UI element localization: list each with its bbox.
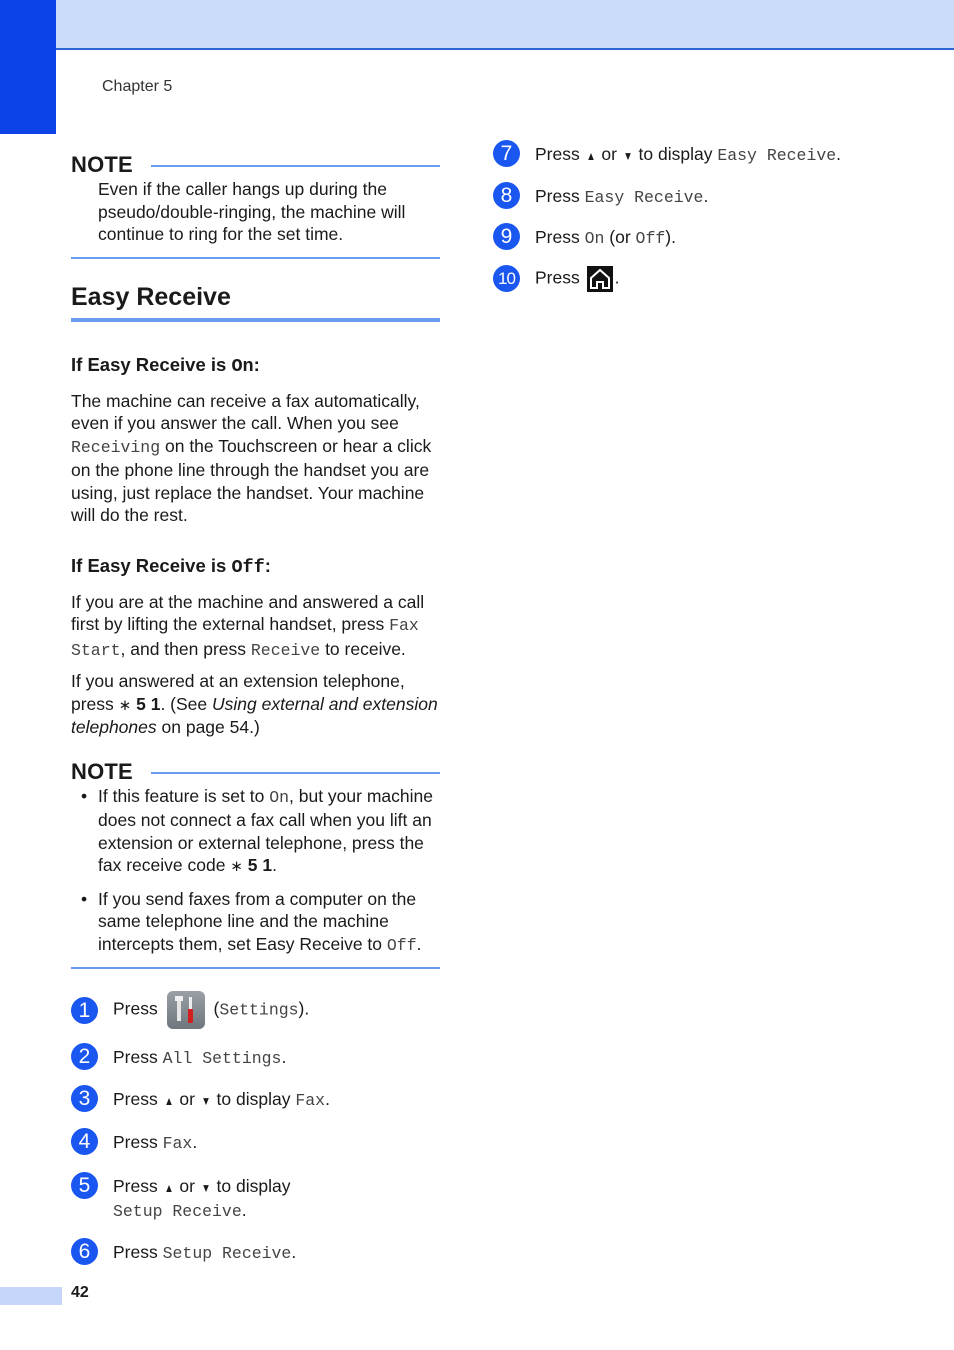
step-text: Press Fax. [113, 1132, 198, 1153]
step-2 [71, 1043, 440, 1071]
step-text: Press ▲ or ▼ to display Fax. [113, 1085, 330, 1113]
step-number: 6 [71, 1238, 98, 1265]
chapter-label: Chapter 5 [102, 78, 173, 95]
step-text: Press . [535, 265, 619, 292]
step-7 [493, 140, 923, 168]
step-10 [493, 265, 923, 292]
step-6 [71, 1238, 440, 1266]
subheading-off: If Easy Receive is Off: [71, 554, 271, 578]
step-number: 4 [71, 1128, 98, 1155]
list-item: • If you send faxes from a computer on the same telephone line and the machine intercepts them, set Easy Receive to Off. [98, 888, 440, 958]
step-text: Press Setup Receive. [113, 1241, 297, 1263]
step-number: 1 [71, 997, 98, 1024]
note-title: NOTE [71, 758, 133, 784]
note-box-2 [71, 757, 440, 970]
step-text: Press On (or Off). [535, 227, 676, 248]
step-number: 3 [71, 1085, 98, 1112]
step-4 [71, 1128, 440, 1156]
left-column [71, 150, 440, 1265]
step-number: 9 [493, 223, 520, 250]
home-icon[interactable] [587, 266, 613, 292]
step-text: Press ▲ or ▼ to display Setup Receive. [113, 1175, 291, 1221]
up-arrow-icon: ▲ [163, 1180, 174, 1195]
down-arrow-icon: ▼ [200, 1093, 211, 1108]
step-3 [71, 1085, 440, 1113]
list-item: • If this feature is set to On, but your machine does not connect a fax call when you lift an extension or external telephone, press the fax receive code ∗ 5 1. [98, 785, 440, 878]
step-text: Press ▲ or ▼ to display Easy Receive. [535, 140, 841, 168]
note-title: NOTE [71, 152, 133, 177]
down-arrow-icon: ▼ [622, 149, 633, 163]
step-number: 5 [71, 1172, 98, 1199]
note-divider [151, 772, 440, 774]
step-text: Press Easy Receive. [535, 185, 709, 207]
step-text: Press (Settings). [113, 991, 309, 1029]
subheading-on: If Easy Receive is On: [71, 353, 260, 377]
note-divider [151, 165, 440, 167]
step-text: Press All Settings. [113, 1047, 287, 1068]
up-arrow-icon: ▲ [585, 149, 596, 163]
step-9 [493, 223, 923, 251]
step-number: 2 [71, 1043, 98, 1070]
right-column [493, 140, 923, 292]
step-1 [71, 991, 440, 1029]
up-arrow-icon: ▲ [163, 1093, 174, 1108]
footer-tab [0, 1287, 62, 1305]
note-bullets [71, 785, 440, 958]
step-5 [71, 1172, 440, 1224]
paragraph-off-2: If you answered at an extension telephone, press ∗ 5 1. (See Using external and extension telephones on page 54.) [71, 671, 438, 737]
page-number: 42 [71, 1284, 89, 1301]
note-text: Even if the caller hangs up during the pseudo/double-ringing, the machine will continue to ring for the set time. [98, 179, 406, 244]
cross-reference-link[interactable]: Using external and extension telephones [71, 693, 438, 737]
down-arrow-icon: ▼ [200, 1180, 211, 1195]
paragraph-off-1: If you are at the machine and answered a call first by lifting the external handset, press Fax Start, and then press Receive to receive. [71, 591, 425, 660]
step-number: 8 [493, 182, 520, 209]
step-number: 10 [493, 265, 520, 292]
step-8 [493, 182, 923, 210]
section-title: Easy Receive [71, 259, 440, 322]
header-band [56, 0, 954, 50]
paragraph-on: The machine can receive a fax automatically, even if you answer the call. When you see Receiving on the Touchscreen or hear a click on the phone line through the handset you are using, just replace the handset. Your machine will do the rest. [71, 390, 432, 525]
settings-icon[interactable] [167, 991, 205, 1029]
steps-left [71, 991, 440, 1265]
step-number: 7 [493, 140, 520, 167]
chapter-tab [0, 0, 56, 134]
note-bottom-rule [71, 967, 440, 969]
note-box-1 [71, 150, 440, 259]
